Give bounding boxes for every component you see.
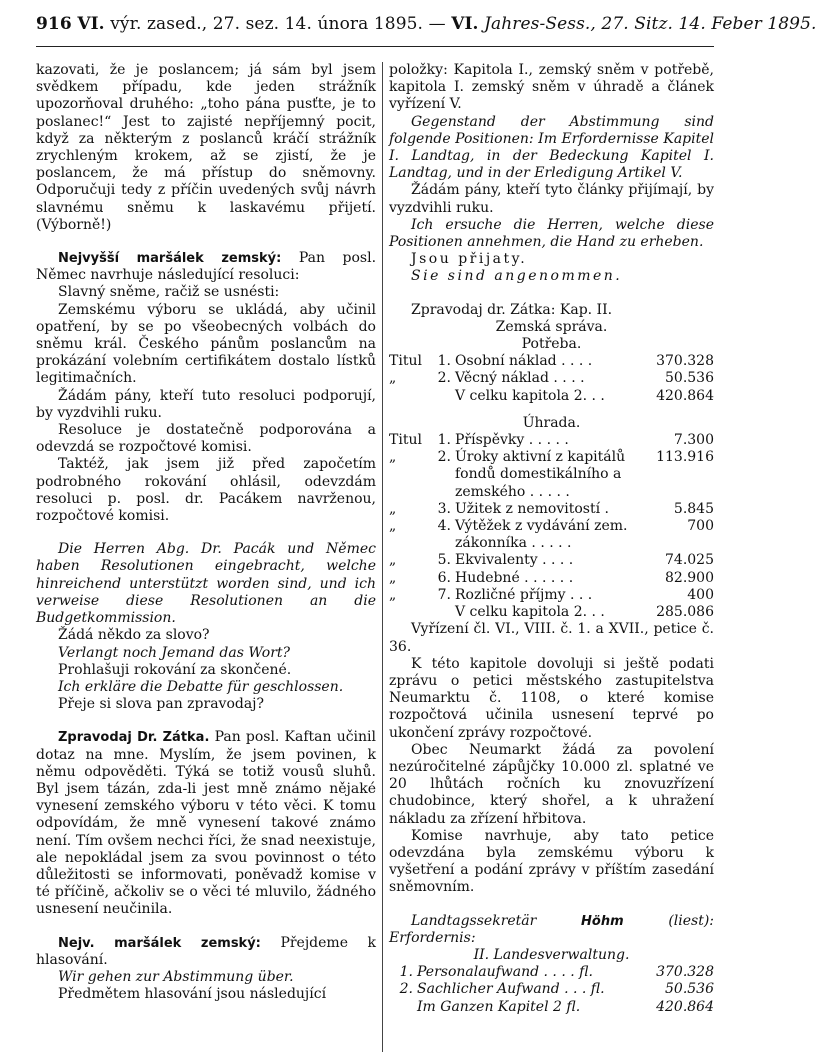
- table-cell-amount: 5.845: [673, 500, 714, 517]
- table-row: [389, 501, 714, 518]
- page-number: 916: [36, 14, 72, 34]
- paragraph: Zpravodaj Dr. Zátka. Pan posl. Kaftan učinil dotaz na mne. Myslím, že jsem povinen, k němu odpověděti. Týká se totiž vousů sluhů. Byl jsem tázán, zda-li jest mně známo nějaké vynesení zemského výboru v této věci. K tomu odpovídám, že mně vynesení takové známo není. Tím ovšem nechci říci, že snad neexistuje, ale nepokládal jsem za svou povinnost o této důležitosti se informovati, poněvadž komise v té příčině, ačkoliv se o věci té mluvilo, žádného usnesení neučinila.: [36, 729, 376, 918]
- page-header: [36, 14, 817, 40]
- header-dash: —: [428, 14, 446, 34]
- table-row: [389, 353, 714, 370]
- paragraph: Žádám pány, kteří tyto články přijímají, by vyzdvihli ruku.: [389, 182, 714, 216]
- table-row: [389, 981, 714, 998]
- paragraph: Jsou přijaty.: [411, 251, 528, 268]
- speaker-name: Nejv. maršálek zemský:: [58, 935, 261, 951]
- paragraph: Žádám pány, kteří tuto resoluci podporují, by vyzdvihli ruku.: [36, 387, 376, 421]
- budget-table-uhrada: [389, 432, 714, 621]
- paragraph-german: Verlangt noch Jemand das Wort?: [58, 644, 291, 661]
- table-row: [389, 518, 714, 552]
- table-cell-amount: 700: [687, 518, 714, 535]
- paragraph: Komise navrhuje, aby tato petice odevzdána byla zemskému výboru k vyšetření a podání zprávy v příštím zasedání sněmovním.: [389, 827, 714, 896]
- paragraph: Obec Neumarkt žádá za povolení nezúročitelné zápůjčky 10.000 zl. splatné ve 20 lhůtách ročních ku znovuzřízení chudobince, který shořel, a k uhražení nákladu za zřízení hřbitova.: [389, 741, 714, 827]
- table-cell-num: 1.: [399, 964, 413, 981]
- table-cell-t1: „: [389, 569, 397, 586]
- table-cell-t1: „: [389, 449, 397, 466]
- table-cell-num: [427, 604, 455, 621]
- subsection-title: Úhrada.: [522, 414, 581, 431]
- table-cell-t1: Titul: [389, 353, 422, 370]
- table-cell-num: 2.: [399, 981, 413, 998]
- paragraph: Žádá někdo za slovo?: [58, 627, 210, 644]
- table-row: [389, 570, 714, 587]
- paragraph: Resoluce je dostatečně podporována a odevzdá se rozpočtové komisi.: [36, 422, 376, 456]
- table-row: [389, 370, 714, 387]
- paragraph: Zemskému výboru se ukládá, aby učinil opatření, by se po všeobecných volbách do sněmu král. Českého pánům poslancům na prokázání volebním certifikátem dostalo lístků legitimačních.: [36, 301, 376, 387]
- subsection-title: Potřeba.: [521, 336, 582, 353]
- table-cell-label: V celku kapitola 2. . .: [455, 387, 605, 404]
- table-cell-amount: 400: [687, 586, 714, 603]
- paragraph: K této kapitole dovoluji si ještě podati zprávu o petici městského zastupitelstva Neumarktu č. 1108, o které komise rozpočtová učinila usnesení teprvé po ukončení zprávy rozpočtové.: [389, 655, 714, 741]
- section-title: Zemská správa.: [495, 318, 608, 335]
- table-cell-num: 2.: [437, 370, 451, 387]
- column-divider: [382, 62, 383, 1052]
- table-cell-label: Hudebné . . . . . .: [455, 569, 574, 586]
- table-cell-t1: „: [389, 518, 397, 535]
- table-row: [389, 964, 714, 981]
- table-cell-label: Sachlicher Aufwand . . . fl.: [417, 981, 605, 998]
- table-cell-amount: 420.864: [656, 998, 714, 1015]
- paragraph-german: Die Herren Abg. Dr. Pacák und Němec haben Resolutionen eingebracht, welche hinreichend unterstützt worden sind, und ich verweise diese Resolutionen an die Budgetkommission.: [36, 541, 376, 627]
- table-cell-label: Osobní náklad . . . .: [455, 353, 593, 370]
- paragraph: Nejvyšší maršálek zemský: Pan posl. Němec navrhuje následující resoluci:: [36, 250, 377, 284]
- table-cell-label: Výtěžek z vydávání zem. zákonníka . . . . .: [455, 518, 628, 552]
- table-cell-t1: „: [389, 586, 397, 603]
- table-row: [389, 999, 714, 1016]
- paragraph-german: Ich erkläre die Debatte für geschlossen.: [58, 678, 344, 695]
- table-cell-label: Personalaufwand . . . . fl.: [417, 964, 593, 981]
- table-row: [389, 432, 714, 449]
- speaker-name: Zpravodaj Dr. Zátka.: [58, 730, 210, 746]
- session-number-de: VI.: [451, 14, 479, 34]
- session-number-cz: VI.: [77, 14, 105, 34]
- table-row: [389, 552, 714, 569]
- table-cell-amount: 113.916: [656, 449, 714, 466]
- table-cell-label: Příspěvky . . . . .: [455, 432, 569, 449]
- table-cell-amount: 50.536: [665, 981, 714, 998]
- table-cell-num: 2.: [437, 449, 451, 466]
- paragraph: položky: Kapitola I., zemský sněm v potřebě, kapitola I. zemský sněm v úhradě a článek vyřízení V.: [389, 62, 714, 113]
- table-cell-label: Ekvivalenty . . . .: [455, 552, 574, 569]
- table-cell-num: [427, 388, 455, 405]
- paragraph-german: Ich ersuche die Herren, welche diese Positionen annehmen, die Hand zu erheben.: [389, 216, 714, 251]
- table-row: [389, 587, 714, 604]
- table-cell-amount: 285.086: [656, 604, 714, 621]
- right-column: [389, 62, 714, 1016]
- table-row: [389, 604, 714, 621]
- table-cell-t1: [389, 388, 427, 405]
- table-cell-amount: 370.328: [656, 353, 714, 370]
- table-cell-label: Věcný náklad . . . .: [455, 370, 585, 387]
- table-cell-amount: 7.300: [673, 432, 714, 449]
- speaker-line: Landtagssekretär Höhm (liest): Erfordernis:: [389, 912, 715, 946]
- paragraph-german: Wir gehen zur Abstimmung über.: [58, 968, 294, 985]
- table-cell-num: 3.: [437, 500, 451, 517]
- table-cell-amount: 50.536: [665, 370, 714, 387]
- session-info-cz: výr. zased., 27. sez. 14. února 1895.: [110, 14, 424, 34]
- paragraph: Přeje si slova pan zpravodaj?: [58, 696, 265, 713]
- table-cell-t1: [389, 604, 427, 621]
- table-cell-num: 4.: [437, 518, 451, 535]
- budget-table-german: [389, 964, 714, 1016]
- table-row: [389, 449, 714, 501]
- table-cell-num: 1.: [437, 353, 451, 370]
- paragraph: kazovati, že je poslancem; já sám byl jsem svědkem případu, kde jeden strážník upozorňoval druhého: „toho pána pusťte, je to poslanec!“ Jest to zajisté nepříjemný pocit, když za některým z poslanců kráčí strážník zrychleným krokem, až se zjistí, že je poslancem, že má přístup do sněmovny. Odporučuji tedy z příčin uvedených svůj návrh slavnému sněmu k laskavému přijetí. (Výborně!): [36, 62, 376, 233]
- table-row: [389, 388, 714, 405]
- table-cell-label: Im Ganzen Kapitel 2 fl.: [417, 998, 581, 1015]
- table-cell-label: Užitek z nemovitostí .: [455, 500, 609, 517]
- table-cell-t1: „: [389, 370, 397, 387]
- section-title: II. Landesverwaltung.: [473, 946, 630, 963]
- table-cell-t1: „: [389, 500, 397, 517]
- paragraph: Slavný sněme, račiž se usnésti:: [58, 284, 280, 301]
- table-cell-label: Rozličné příjmy . . .: [455, 586, 593, 603]
- budget-table-potreba: [389, 353, 714, 405]
- header-rule: [36, 46, 714, 47]
- session-info-de: Jahres-Sess., 27. Sitz. 14. Feber 1895.: [484, 14, 817, 34]
- left-column: [36, 62, 376, 1003]
- table-cell-label: V celku kapitola 2. . .: [455, 604, 605, 621]
- table-cell-amount: 420.864: [656, 387, 714, 404]
- paragraph: Nejv. maršálek zemský: Přejdeme k hlasování.: [36, 934, 377, 968]
- paragraph-german: Gegenstand der Abstimmung sind folgende Positionen: Im Erfordernisse Kapitel I. Landtag, in der Bedeckung Kapitel I. Landtag, und in der Erledigung Artikel V.: [389, 113, 714, 182]
- table-cell-num: 6.: [437, 569, 451, 586]
- paragraph-german: Sie sind angenommen.: [411, 268, 623, 285]
- speaker-name: Nejvyšší maršálek zemský:: [58, 251, 282, 267]
- table-cell-label: Úroky aktivní z kapitálů fondů domestikálního a zemského . . . . .: [455, 449, 626, 500]
- table-cell-num: 1.: [437, 432, 451, 449]
- table-cell-num: [389, 999, 417, 1016]
- table-cell-num: 7.: [437, 586, 451, 603]
- report-heading: Zpravodaj dr. Zátka: Kap. II.: [411, 301, 613, 318]
- paragraph: Vyřízení čl. VI., VIII. č. 1. a XVII., petice č. 36.: [389, 621, 714, 655]
- table-cell-t1: „: [389, 552, 397, 569]
- paragraph: Taktéž, jak jsem již před započetím podrobného rokování ohlásil, odevzdám resoluci p. posl. dr. Pacákem navrženou, rozpočtové komisi.: [36, 456, 376, 525]
- table-cell-t1: Titul: [389, 432, 422, 449]
- paragraph: Předmětem hlasování jsou následující: [58, 986, 327, 1003]
- table-cell-num: 5.: [437, 552, 451, 569]
- paragraph: Prohlašuji rokování za skončené.: [58, 661, 292, 678]
- table-cell-amount: 82.900: [665, 569, 714, 586]
- table-cell-amount: 74.025: [665, 552, 714, 569]
- table-cell-amount: 370.328: [656, 964, 714, 981]
